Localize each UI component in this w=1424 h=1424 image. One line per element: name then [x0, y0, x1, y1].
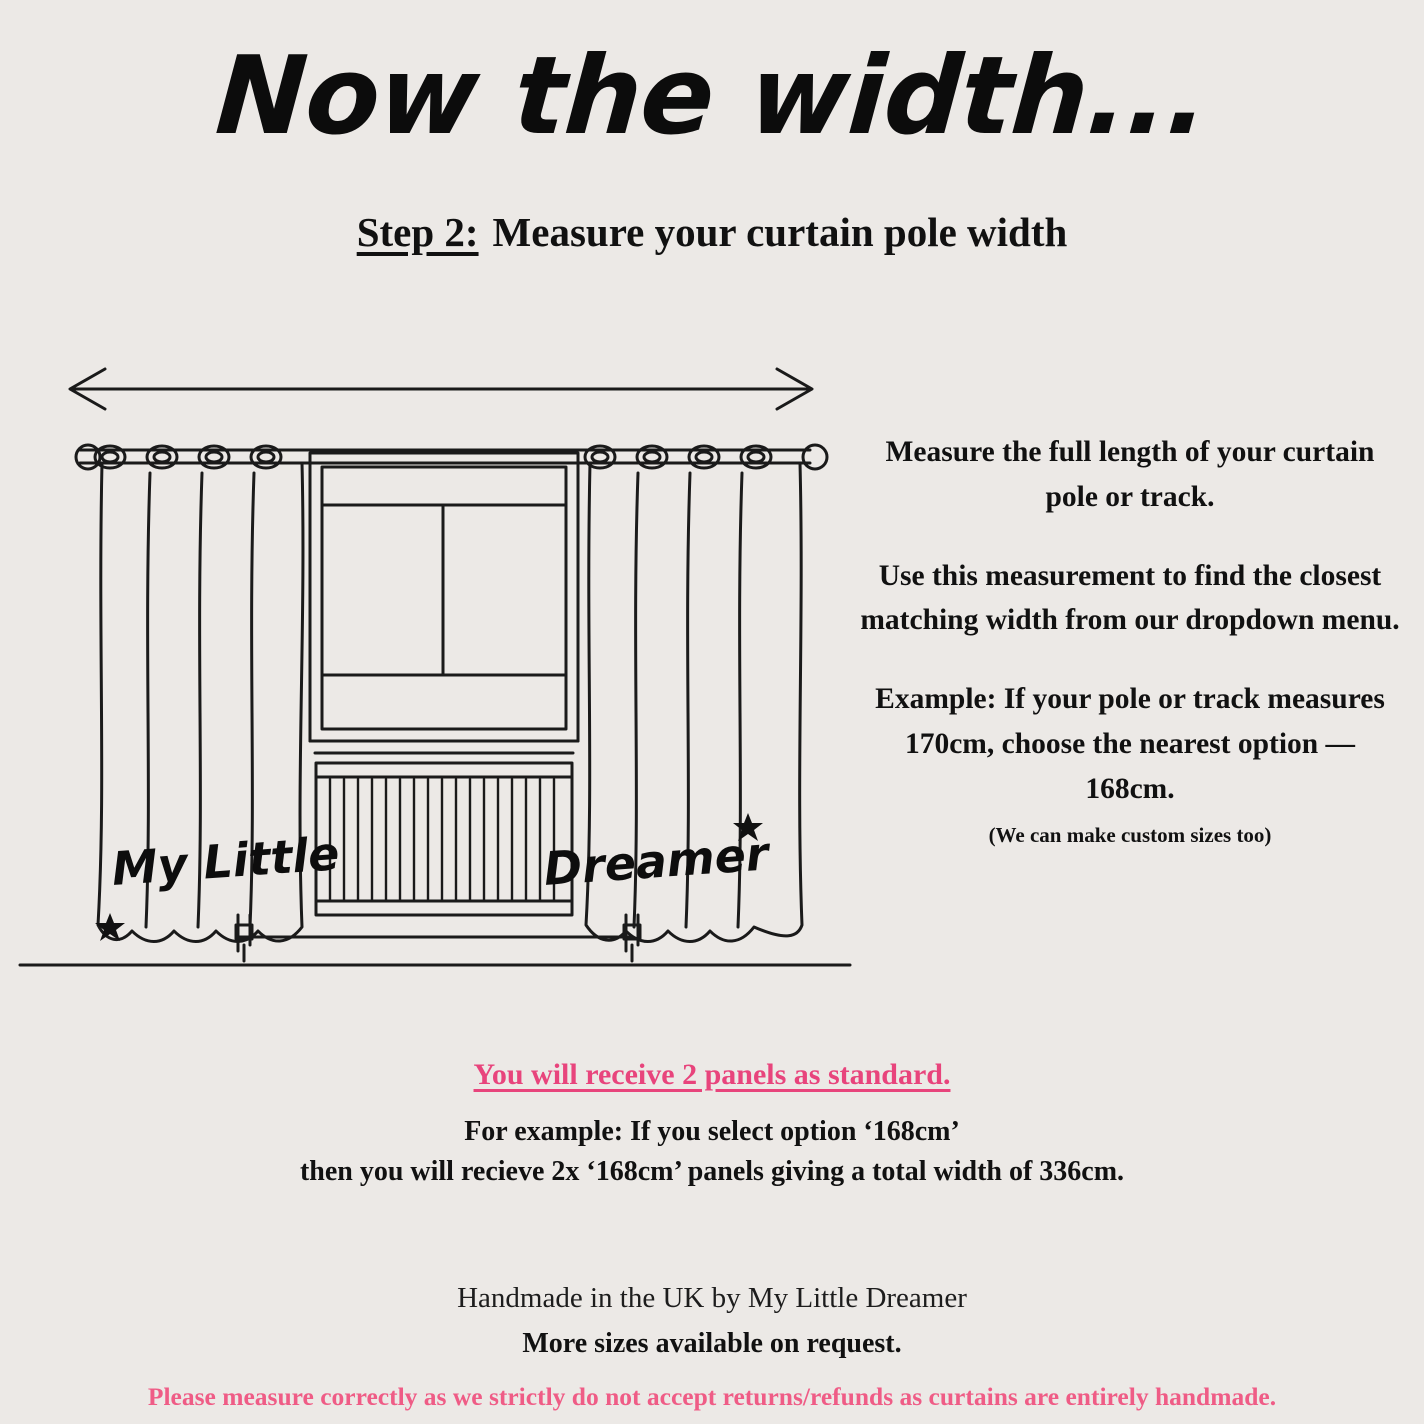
- panels-line-1: For example: If you select option ‘168cm’: [464, 1116, 960, 1147]
- curtain-left-label: My Little: [110, 826, 342, 896]
- curtain-window-illustration: [10, 345, 870, 1015]
- instructions-column: [860, 430, 1400, 852]
- footer-more-sizes: More sizes available on request.: [522, 1328, 902, 1359]
- width-arrow-icon: [70, 369, 812, 409]
- instruction-2: Use this measurement to find the closest matching width from our dropdown menu.: [860, 559, 1400, 637]
- panels-line-2: then you will recieve 2x ‘168cm’ panels giving a total width of 336cm.: [299, 1155, 1125, 1187]
- panels-headline: You will receive 2 panels as standard.: [473, 1058, 951, 1091]
- custom-sizes-note: (We can make custom sizes too): [988, 822, 1272, 847]
- footer-handmade: Handmade in the UK by My Little Dreamer: [457, 1282, 967, 1314]
- footer-disclaimer: Please measure correctly as we strictly do not accept returns/refunds as curtains are entirely handmade.: [147, 1382, 1277, 1411]
- page-title: Now the width...: [212, 34, 1212, 159]
- subheading-text: Measure your curtain pole width: [492, 209, 1068, 255]
- step-label: Step 2:: [356, 209, 479, 255]
- instruction-1: Measure the full length of your curtain pole or track.: [885, 436, 1375, 513]
- curtain-right-label: Dreamer: [542, 826, 771, 896]
- instruction-3: Example: If your pole or track measures 170cm, choose the nearest option — 168cm.: [875, 683, 1385, 805]
- subheading: [0, 208, 1424, 256]
- panels-detail: [0, 1112, 1424, 1192]
